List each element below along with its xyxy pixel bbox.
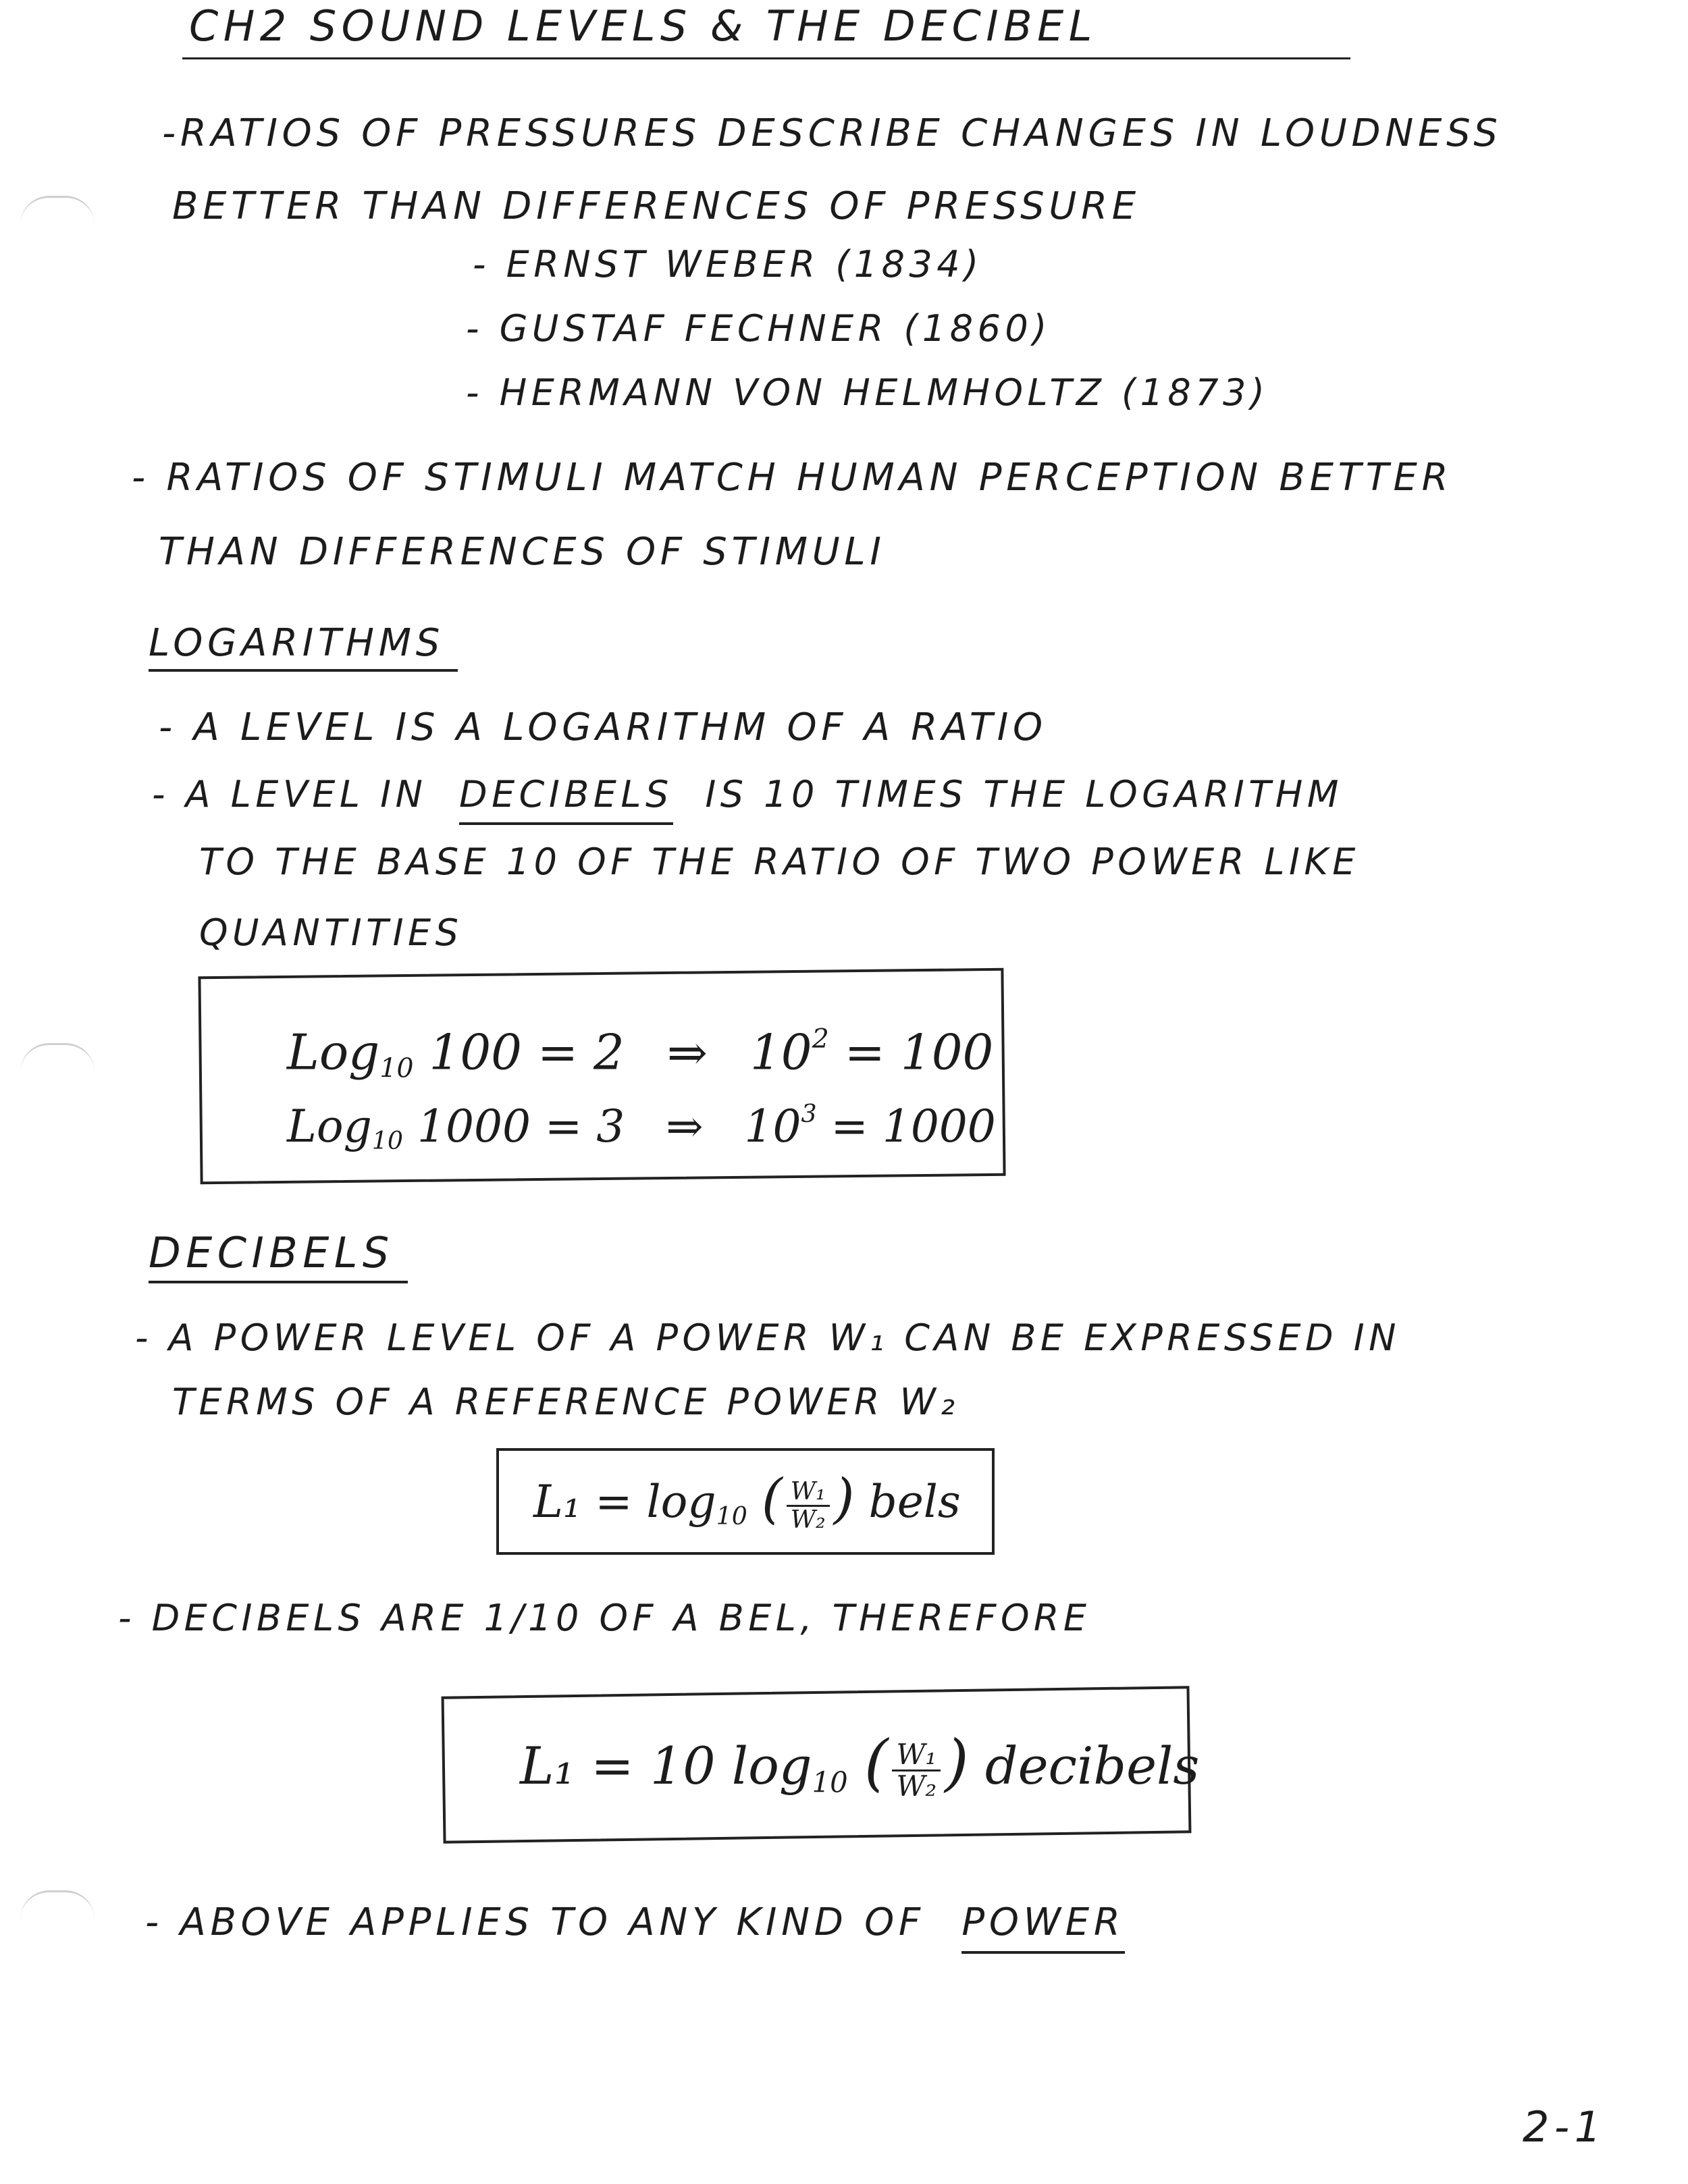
intro-line-3: - RATIOS OF STIMULI MATCH HUMAN PERCEPTION BETTER bbox=[132, 456, 1453, 500]
db-bullet-3 bbox=[145, 1900, 1125, 1944]
section-heading-logarithms: LOGARITHMS bbox=[149, 624, 458, 672]
log-bullet-2-line-2: TO THE BASE 10 OF THE RATIO OF TWO POWER LIKE bbox=[199, 841, 1360, 883]
binder-hole-bottom bbox=[20, 1890, 95, 1919]
title-underline bbox=[182, 57, 1350, 59]
db-bullet-3-pre: - ABOVE APPLIES TO ANY KIND OF bbox=[145, 1900, 925, 1944]
log-bullet-2-line-1 bbox=[152, 773, 1343, 816]
term-decibels: DECIBELS bbox=[459, 773, 673, 825]
log-bullet-2-post: IS 10 TIMES THE LOGARITHM bbox=[705, 773, 1343, 816]
db-bullet-1-line-1: - A POWER LEVEL OF A POWER W₁ CAN BE EXPRESSED IN bbox=[135, 1316, 1401, 1359]
section-heading-decibels: DECIBELS bbox=[149, 1232, 408, 1283]
binder-hole-top bbox=[20, 196, 95, 225]
log-example-2: Log$_{10}$ 1000 = 3 ⇒ $10^3 = 1000$ bbox=[287, 1099, 996, 1155]
formula-decibels: L₁ = 10 $\log_{10}$ ( $\frac{\text{W₁}}{\text{W₂}}$ ) decibels bbox=[520, 1726, 1200, 1803]
intro-line-4: THAN DIFFERENCES OF STIMULI bbox=[159, 530, 886, 574]
formula-bels: $L_1 = \log_{10}$ ( $\frac{\text{W₁}}{\text{W₂}}$ ) bels bbox=[533, 1467, 961, 1534]
page-title: CH2 SOUND LEVELS & THE DECIBEL bbox=[189, 1, 1097, 51]
name-fechner: - GUSTAF FECHNER (1860) bbox=[466, 307, 1051, 350]
binder-hole-middle bbox=[20, 1043, 95, 1072]
db-bullet-1-line-2: TERMS OF A REFERENCE POWER W₂ bbox=[172, 1381, 959, 1423]
log-example-1: Log$_{10}$ 100 = 2 ⇒ $10^2 = 100$ bbox=[287, 1023, 994, 1084]
name-helmholtz: - HERMANN VON HELMHOLTZ (1873) bbox=[466, 371, 1269, 414]
log-bullet-2-pre: - A LEVEL IN bbox=[152, 773, 427, 816]
term-power: POWER bbox=[961, 1900, 1124, 1954]
log-bullet-1: - A LEVEL IS A LOGARITHM OF A RATIO bbox=[159, 705, 1047, 749]
intro-line-1: -RATIOS OF PRESSURES DESCRIBE CHANGES IN LOUDNESS bbox=[162, 111, 1502, 155]
intro-line-2: BETTER THAN DIFFERENCES OF PRESSURE bbox=[172, 184, 1140, 228]
name-weber: - ERNST WEBER (1834) bbox=[473, 243, 983, 286]
db-bullet-2: - DECIBELS ARE 1/10 OF A BEL, THEREFORE bbox=[118, 1597, 1091, 1639]
page-number: 2-1 bbox=[1523, 2102, 1606, 2152]
log-bullet-2-line-3: QUANTITIES bbox=[199, 911, 463, 954]
